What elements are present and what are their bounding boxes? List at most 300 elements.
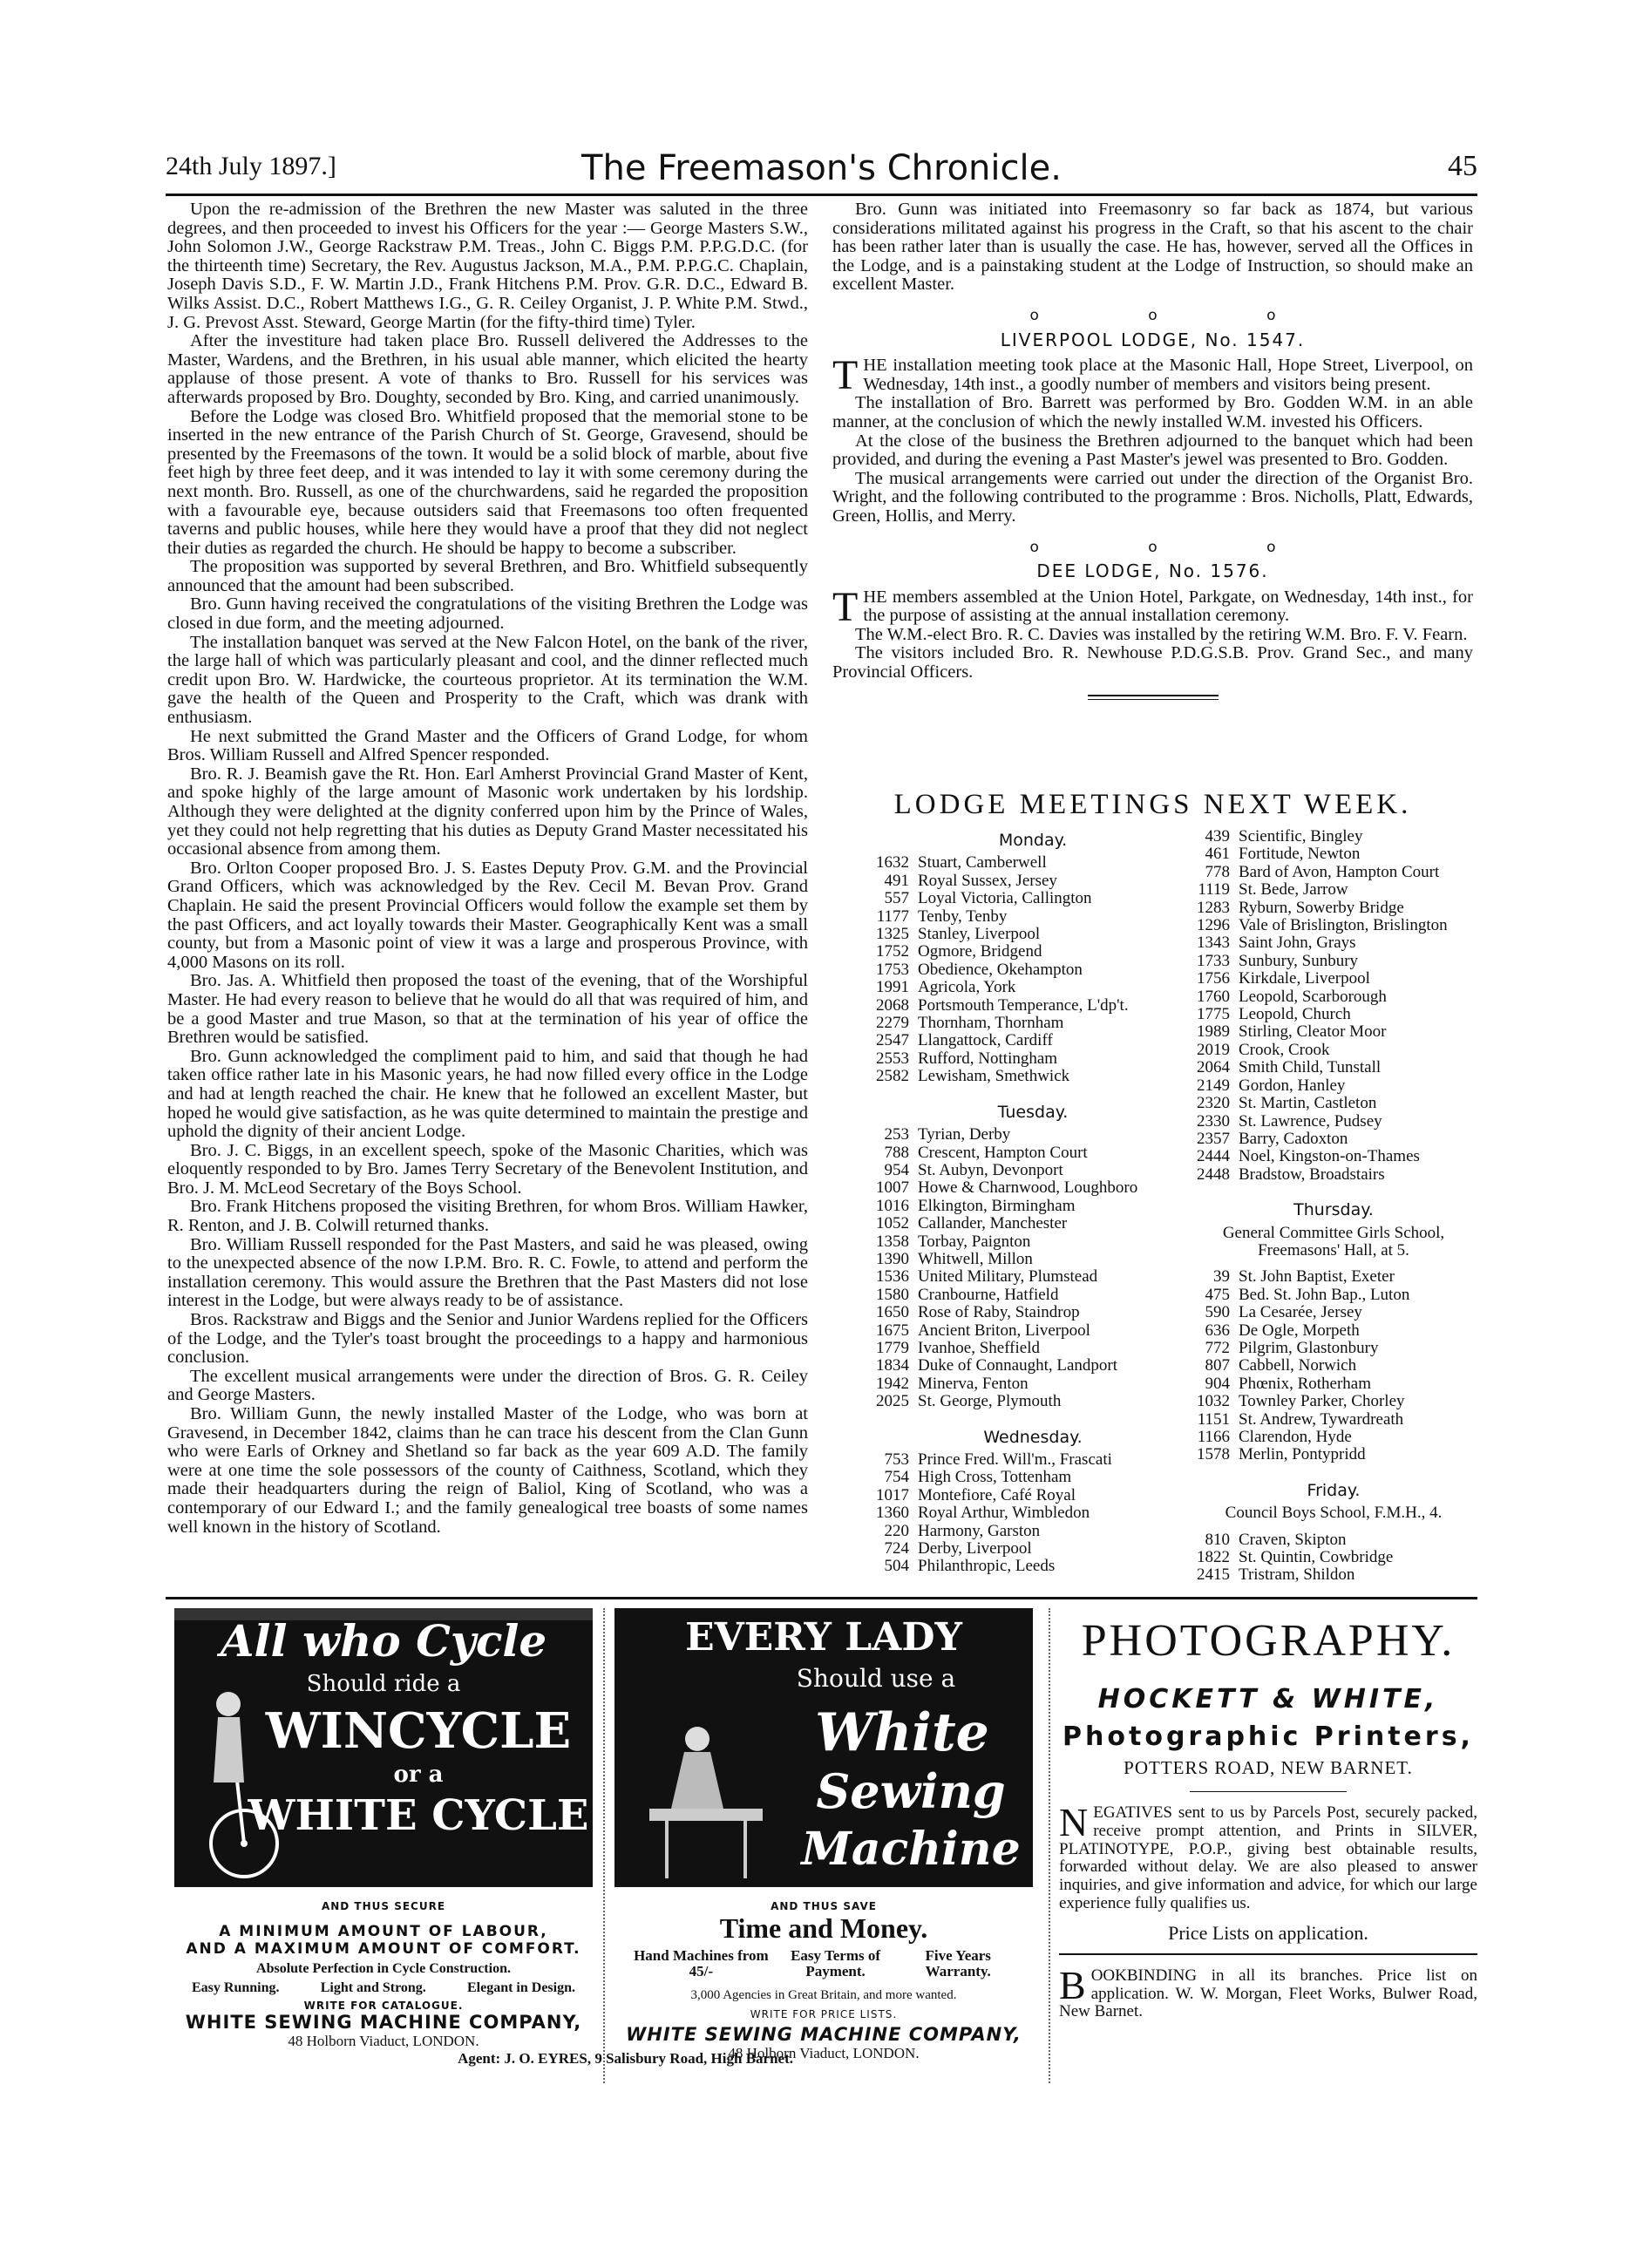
lodge-number: 788 <box>884 1143 909 1162</box>
lodge-name: St. George, Plymouth <box>918 1392 1062 1411</box>
header-title: The Freemason's Chronicle. <box>581 148 1062 188</box>
meeting-row <box>859 1558 1207 1575</box>
meeting-row <box>1190 1393 1477 1410</box>
meeting-day-heading: Wednesday. <box>983 1427 1083 1447</box>
meeting-row <box>1190 1566 1477 1584</box>
lodge-name: Philanthropic, Leeds <box>918 1557 1056 1576</box>
lodge-name: Cranbourne, Hatfield <box>918 1285 1059 1304</box>
meeting-row <box>859 1179 1207 1197</box>
sewing-company: WHITE SEWING MACHINE COMPANY, <box>626 2024 1022 2045</box>
section-divider: o o o <box>1029 538 1328 556</box>
lodge-number: 1016 <box>876 1196 909 1215</box>
lodge-number: 1017 <box>876 1485 909 1504</box>
meeting-row <box>1190 1549 1477 1566</box>
lodge-number: 2025 <box>876 1392 909 1411</box>
cycle-advert-artwork <box>174 1608 593 1887</box>
article-paragraph: The installation of Bro. Barrett was performed by Bro. Godden W.M. in an able manner, at the conclusion of which the newly installed W.M. invested his Officers. <box>832 393 1473 431</box>
lodge-number: 1753 <box>876 960 909 979</box>
lodge-name: Cabbell, Norwich <box>1239 1356 1357 1375</box>
lodge-name: Bed. St. John Bap., Luton <box>1239 1285 1410 1304</box>
meeting-day-heading: Monday. <box>998 831 1068 850</box>
lodge-number: 904 <box>1205 1374 1230 1393</box>
lodge-name: Rose of Raby, Staindrop <box>918 1303 1080 1322</box>
meeting-row <box>1190 1131 1477 1148</box>
lodge-name: Portsmouth Temperance, L'dp't. <box>918 995 1129 1015</box>
meeting-row <box>1190 1077 1477 1095</box>
lodge-number: 1536 <box>876 1267 909 1287</box>
lodge-name: Howe & Charnwood, Loughboro <box>918 1178 1138 1198</box>
meeting-row <box>1190 1059 1477 1076</box>
meeting-row <box>859 943 1207 961</box>
meeting-row <box>859 926 1207 943</box>
lodge-name: Royal Arthur, Wimbledon <box>918 1504 1090 1523</box>
cycle-features <box>166 1977 601 2000</box>
cycle-perfection: Absolute Perfection in Cycle Construction. <box>256 1961 511 1976</box>
lodge-name: Callander, Manchester <box>918 1214 1068 1233</box>
article-paragraph: Bro. Jas. A. Whitfield then proposed the toast of the evening, that of the Worshipful Master. He had every reason to believe that he would do all that was required of him, and be a good Master and true Mason, so that at the termination of his year of office the Brethren would be satisfied. <box>167 971 808 1048</box>
meeting-row <box>859 979 1207 996</box>
meeting-row <box>1190 1287 1477 1304</box>
meeting-row <box>1190 953 1477 970</box>
header-rule <box>166 194 1477 196</box>
article-paragraph: Before the Lodge was closed Bro. Whitfield proposed that the memorial stone to be inserted in the new entrance of the Parish Church of St. George, Gravesend, should be presented by the Freemasons of the town. It would be a solid block of marble, about five feet high by three feet deep, and it was intended to lay it with some ceremony during the next month. Bro. Russell, as one of the churchwardens, said he regarded the proposition with a favourable eye, because outsiders said that Freemasons too often frequented taverns and public houses, while here they would have a proof that they did not neglect their duties as regarded the church. He should be happy to become a subscriber. <box>167 406 808 558</box>
lodge-name: Montefiore, Café Royal <box>918 1485 1076 1504</box>
lodge-name: Saint John, Grays <box>1239 934 1356 953</box>
lodge-name: Elkington, Birmingham <box>918 1196 1076 1215</box>
lodge-name: St. Lawrence, Pudsey <box>1239 1111 1382 1131</box>
meeting-row <box>1190 1446 1477 1463</box>
cycle-advert-line4: or a <box>393 1762 444 1788</box>
meeting-day-heading: Friday. <box>1307 1480 1361 1500</box>
lodge-name: Crescent, Hampton Court <box>918 1143 1088 1162</box>
photography-rule <box>1059 1953 1477 1955</box>
lodge-name: Leopold, Scarborough <box>1239 987 1387 1006</box>
lodge-name: Ivanhoe, Sheffield <box>918 1338 1040 1357</box>
meeting-row <box>859 961 1207 979</box>
article-paragraph: THE members assembled at the Union Hotel, Parkgate, on Wednesday, 14th inst., for the purpose of assisting at the annual installation ceremony. <box>832 583 1473 630</box>
sewing-advert-line1: EVERY LADY <box>685 1615 962 1660</box>
sewing-advert-body <box>606 1891 1042 2062</box>
sewing-advert-line3: White <box>815 1702 989 1763</box>
lodge-number: 2330 <box>1197 1111 1230 1131</box>
lodge-number: 807 <box>1205 1356 1230 1375</box>
lodge-name: Crook, Crook <box>1239 1040 1330 1059</box>
sewing-agencies: 3,000 Agencies in Great Britain, and more wanted. <box>690 1988 957 2002</box>
article-paragraph: Bro. William Russell responded for the Past Masters, and said he was pleased, owing to the unexpected absence of the now I.P.M. Bro. R. C. Fowle, to attend and perform the installation ceremony. This would assure the Brethren that the Past Masters did not lose interest in the Lodge, but were always ready to be of assistance. <box>167 1234 808 1311</box>
lodge-number: 1650 <box>876 1303 909 1322</box>
sewing-address: 48 Holborn Viaduct, LONDON. <box>728 2045 920 2061</box>
meeting-row <box>1190 1148 1477 1165</box>
sewing-advert-line4: Sewing <box>816 1763 1006 1819</box>
article-paragraph: Bro. Gunn having received the congratulations of the visiting Brethren the Lodge was closed in due form, and the meeting adjourned. <box>167 594 808 634</box>
lodge-number: 2357 <box>1197 1129 1230 1148</box>
lodge-number: 778 <box>1205 862 1230 881</box>
meeting-row <box>859 1357 1207 1375</box>
lodge-name: Derby, Liverpool <box>918 1539 1032 1558</box>
lodge-name: Craven, Skipton <box>1239 1530 1347 1549</box>
meeting-row <box>859 1469 1207 1486</box>
sewing-and-thus: AND THUS SAVE <box>771 1900 877 1912</box>
lodge-number: 1283 <box>1197 898 1230 917</box>
meeting-row <box>859 1504 1207 1522</box>
lodge-number: 2149 <box>1197 1076 1230 1095</box>
lodge-name: Noel, Kingston-on-Thames <box>1239 1147 1420 1166</box>
lodge-number: 810 <box>1205 1530 1230 1549</box>
cycle-feature: Elegant in Design. <box>466 1980 575 1995</box>
sewing-advert <box>606 1608 1042 2083</box>
cycle-agent: Agent: J. O. EYRES, 9 Salisbury Road, High Barnet. <box>458 2050 793 2067</box>
lodge-number: 1580 <box>876 1285 909 1304</box>
photography-advert <box>1059 1608 1477 2021</box>
drop-cap: T <box>832 583 859 630</box>
lodge-name: Merlin, Pontypridd <box>1239 1445 1366 1464</box>
meeting-row <box>859 1215 1207 1232</box>
meeting-day-heading: Tuesday. <box>997 1102 1069 1122</box>
meeting-row <box>1190 917 1477 934</box>
lodge-number: 2444 <box>1197 1147 1230 1166</box>
lodge-number: 1775 <box>1197 1005 1230 1024</box>
lodge-number: 2415 <box>1197 1565 1230 1585</box>
article-paragraph: The musical arrangements were carried out under the direction of the Organist Bro. Wright, and the following contributed to the programme : Bros. Nicholls, Platt, Edwards, Green, Hollis, and Merry. <box>832 468 1473 526</box>
sewing-feature: Easy Terms of Payment. <box>791 1947 881 1979</box>
meeting-row <box>859 1451 1207 1469</box>
lodge-number: 2068 <box>876 995 909 1015</box>
lodge-number: 2553 <box>876 1049 909 1068</box>
lodge-number: 1360 <box>876 1504 909 1523</box>
lodge-name: Stanley, Liverpool <box>918 925 1041 944</box>
lodge-number: 1756 <box>1197 969 1230 988</box>
lodge-number: 1989 <box>1197 1022 1230 1042</box>
lodge-number: 557 <box>884 889 909 908</box>
lodge-name: High Cross, Tottenham <box>918 1468 1072 1487</box>
meeting-row <box>1190 1322 1477 1340</box>
meeting-row <box>859 1068 1207 1085</box>
meeting-row <box>859 1251 1207 1268</box>
cycle-advert-line2: Should ride a <box>306 1671 461 1697</box>
lodge-name: Agricola, York <box>918 978 1016 997</box>
article-paragraph: Bro. Gunn acknowledged the compliment paid to him, and said that though he had taken office rather late in his Masonic years, he had now filled every office in the Lodge and had at length reached the chair. He knew that he followed an excellent Master, but hoped he would give satisfaction, as he was quite determined to maintain the prestige and uphold the dignity of their ancient Lodge. <box>167 1046 808 1142</box>
meeting-row <box>1190 845 1477 863</box>
meeting-row <box>859 908 1207 926</box>
lodge-name: Duke of Connaught, Landport <box>918 1356 1118 1375</box>
sewing-advert-line2: Should use a <box>796 1664 956 1693</box>
lodge-name: St. Martin, Castleton <box>1239 1094 1377 1113</box>
photography-price: Price Lists on application. <box>1168 1921 1368 1944</box>
lodge-name: Harmony, Garston <box>918 1521 1041 1540</box>
meeting-row <box>859 1144 1207 1162</box>
lodge-name: Tenby, Tenby <box>918 907 1008 926</box>
meeting-row <box>1190 1006 1477 1023</box>
cycle-advert-line5: WHITE CYCLE <box>248 1791 589 1840</box>
meeting-row <box>859 1015 1207 1032</box>
photography-trade: Photographic Printers, <box>1063 1721 1474 1752</box>
page-header <box>166 148 1477 190</box>
lodge-number: 954 <box>884 1160 909 1179</box>
lodge-number: 461 <box>1205 845 1230 864</box>
lodge-number: 753 <box>884 1450 909 1469</box>
section-divider: o o o <box>1029 306 1328 324</box>
lodge-name: Fortitude, Newton <box>1239 845 1361 864</box>
cycle-feature: Light and Strong. <box>320 1980 426 1995</box>
left-column <box>167 200 808 1537</box>
lodge-name: Tyrian, Derby <box>918 1125 1011 1144</box>
lodge-name: Gordon, Hanley <box>1239 1076 1346 1095</box>
lodge-name: St. Quintin, Cowbridge <box>1239 1548 1394 1567</box>
lodge-number: 1296 <box>1197 916 1230 935</box>
lodge-number: 220 <box>884 1521 909 1540</box>
sewing-advert-line5: Machine <box>801 1823 1021 1876</box>
meeting-row <box>859 1375 1207 1393</box>
meeting-row <box>1190 828 1477 845</box>
meeting-row <box>1190 1268 1477 1286</box>
lodge-name: Prince Fred. Will'm., Frascati <box>918 1450 1112 1469</box>
lodge-number: 1358 <box>876 1232 909 1251</box>
meeting-row <box>1190 988 1477 1006</box>
drop-cap: B <box>1059 1962 1086 2007</box>
meeting-row <box>1190 1375 1477 1393</box>
advert-rule <box>166 1597 1477 1599</box>
lodge-number: 1752 <box>876 942 909 961</box>
cycle-minimum: A MINIMUM AMOUNT OF LABOUR, <box>219 1923 548 1940</box>
sewing-features <box>606 1945 1042 1983</box>
lodge-number: 1325 <box>876 925 909 944</box>
sewing-advert-artwork <box>614 1608 1033 1887</box>
lodge-name: Tristram, Shildon <box>1239 1565 1355 1585</box>
cycle-advert-line1: All who Cycle <box>220 1615 547 1667</box>
article-paragraph: The visitors included Bro. R. Newhouse P.D.G.S.B. Prov. Grand Sec., and many Provincial Officers. <box>832 643 1473 682</box>
lodge-number: 2019 <box>1197 1040 1230 1059</box>
photography-address: POTTERS ROAD, NEW BARNET. <box>1124 1757 1413 1778</box>
drop-cap: N <box>1059 1800 1089 1844</box>
meeting-row <box>859 890 1207 907</box>
lodge-name: Pilgrim, Glastonbury <box>1239 1338 1379 1357</box>
meeting-row <box>859 1268 1207 1286</box>
meeting-row <box>859 1393 1207 1410</box>
meeting-row <box>1190 1357 1477 1375</box>
article-paragraph: The W.M.-elect Bro. R. C. Davies was installed by the retiring W.M. Bro. F. V. Fearn. <box>855 624 1468 644</box>
article-paragraph: Bros. Rackstraw and Biggs and the Senior and Junior Wardens replied for the Officers of the Lodge, and the Tyler's toast brought the proceedings to a happy and harmonious conclusion. <box>167 1310 808 1368</box>
lodge-meetings-title: LODGE MEETINGS NEXT WEEK. <box>893 789 1412 820</box>
cycle-and-thus: AND THUS SECURE <box>321 1900 446 1912</box>
lodge-name: Thornham, Thornham <box>918 1014 1064 1033</box>
photography-rule <box>1190 1791 1347 1792</box>
lodge-name: Bard of Avon, Hampton Court <box>1239 862 1440 881</box>
meeting-row <box>859 1523 1207 1540</box>
lodge-name: La Cesarée, Jersey <box>1239 1303 1362 1322</box>
lodge-name: St. John Baptist, Exeter <box>1239 1267 1395 1287</box>
lodge-number: 1177 <box>876 907 909 926</box>
article-paragraph: Bro. Orlton Cooper proposed Bro. J. S. Eastes Deputy Prov. G.M. and the Provincial Grand Officers, which was acknowledged by the Rev. Cecil M. Bevan Prov. Grand Chaplain. He said the present Provincial Officers would follow the example set them by the past Officers, and act loyally towards their Master. Geographically Kent was a small county, but from a Masonic point of view it was a large and prosperous Province, with 4,000 Masons on its roll. <box>167 858 808 972</box>
meeting-row <box>1190 864 1477 881</box>
lodge-name: Rufford, Nottingham <box>918 1049 1058 1068</box>
header-date: 24th July 1897.] <box>166 152 336 180</box>
lodge-number: 439 <box>1205 827 1230 845</box>
article-paragraph: Upon the re-admission of the Brethren the new Master was saluted in the three degrees, and then proceeded to invest his Officers for the year :— George Masters S.W., John Solomon J.W., George Rackstraw P.M. Treas., John C. Biggs P.M. P.P.G.D.C. (for the thirteenth time) Secretary, the Rev. Augustus Jackson, M.A., P.M. P.P.G.C. Chaplain, Joseph Davis S.D., F. W. Martin J.D., Frank Hitchens P.M. Prov. G.R. D.C., Edward B. Wilks Assist. D.C., Robert Matthews I.G., G. R. Ceiley Organist, J. P. White P.M. Stwd., J. G. Prevost Asst. Steward, George Martin (for the fifty-third time) Tyler. <box>167 200 808 332</box>
photography-body: NEGATIVES sent to us by Parcels Post, securely packed, receive prompt attention, and Prints in SILVER, PLATINOTYPE, P.O.P., giving best obtainable results, forwarded without delay. We are also pleased to answer inquiries, and give information and advice, for which our large experience fully qualifies us. <box>1059 1800 1477 1912</box>
lodge-number: 2582 <box>876 1067 909 1086</box>
lodge-name: St. Bede, Jarrow <box>1239 880 1348 900</box>
lodge-number: 253 <box>884 1125 909 1144</box>
meeting-row <box>1190 1531 1477 1549</box>
lodge-name: Phœnix, Rotherham <box>1239 1374 1371 1393</box>
meeting-row <box>859 1050 1207 1068</box>
article-paragraph: Bro. R. J. Beamish gave the Rt. Hon. Earl Amherst Provincial Grand Master of Kent, and spoke highly of the large amount of Masonic work undertaken by his lordship. Although they were delighted at the dignity conferred upon him by the Prince of Wales, yet they could not help regretting that his duties as Deputy Grand Master necessitated his occasional absence from among them. <box>167 764 808 859</box>
lodge-number: 724 <box>884 1539 909 1558</box>
meeting-row <box>1190 881 1477 899</box>
lodge-number: 1991 <box>876 978 909 997</box>
header-page-number: 45 <box>1448 150 1477 182</box>
lodge-number: 1151 <box>1197 1409 1230 1429</box>
article-paragraph: Bro. J. C. Biggs, in an excellent speech, spoke of the Masonic Charities, which was eloquently responded to by Bro. James Terry Secretary of the Benevolent Institution, and Bro. J. M. McLeod Secretary of the Boys School. <box>167 1140 808 1198</box>
meeting-row <box>859 1487 1207 1504</box>
article-paragraph: THE installation meeting took place at the Masonic Hall, Hope Street, Liverpool, on Wednesday, 14th inst., a goodly number of members and visitors being present. <box>832 352 1473 399</box>
lodge-name: Bradstow, Broadstairs <box>1239 1165 1385 1184</box>
meetings-right-list <box>1190 828 1477 1585</box>
meeting-row <box>1190 1340 1477 1357</box>
lodge-number: 1119 <box>1198 880 1230 900</box>
lodge-number: 1578 <box>1197 1445 1230 1464</box>
meeting-row <box>1190 970 1477 988</box>
meeting-row <box>1190 1113 1477 1131</box>
article-paragraph: The proposition was supported by several Brethren, and Bro. Whitfield subsequently announced that the amount had been subscribed. <box>167 557 808 595</box>
lodge-name: Townley Parker, Chorley <box>1239 1392 1405 1411</box>
meeting-row <box>859 1162 1207 1179</box>
lodge-number: 754 <box>884 1468 909 1487</box>
lodge-name: Ancient Briton, Liverpool <box>918 1321 1090 1340</box>
right-column <box>832 200 1473 700</box>
lodge-name: Loyal Victoria, Callington <box>918 889 1092 908</box>
lodge-name: Ryburn, Sowerby Bridge <box>1239 898 1404 917</box>
meeting-row <box>859 1287 1207 1304</box>
dee-lodge-heading: DEE LODGE, No. 1576. <box>1036 560 1269 582</box>
sewing-time-money: Time and Money. <box>719 1912 928 1944</box>
cycle-address: 48 Holborn Viaduct, LONDON. <box>288 2033 479 2049</box>
article-paragraph: He next submitted the Grand Master and the Officers of Grand Lodge, for whom Bros. William Russell and Alfred Spencer responded. <box>167 726 808 765</box>
liverpool-lodge-heading: LIVERPOOL LODGE, No. 1547. <box>1000 329 1306 350</box>
lodge-number: 1942 <box>876 1374 909 1393</box>
lodge-name: Lewisham, Smethwick <box>918 1067 1070 1086</box>
article-paragraph: Bro. Gunn was initiated into Freemasonry so far back as 1874, but various considerations militated against his progress in the Craft, so that his ascent to the chair has been rather later than is usually the case. He has, however, served all the Offices in the Lodge, and is a painstaking student at the Lodge of Instruction, so should make an excellent Master. <box>832 200 1473 295</box>
lodge-number: 1390 <box>876 1249 909 1268</box>
lodge-number: 491 <box>884 871 909 890</box>
meeting-row <box>1190 1429 1477 1446</box>
advert-separator <box>1049 1608 1050 2083</box>
lodge-name: Stirling, Cleator Moor <box>1239 1022 1387 1042</box>
lodge-name: Llangattock, Cardiff <box>918 1031 1053 1050</box>
photography-firm: HOCKETT & WHITE, <box>1097 1684 1439 1715</box>
meeting-day-heading: Thursday. <box>1293 1200 1374 1220</box>
lodge-number: 2547 <box>876 1031 909 1050</box>
lodge-number: 1779 <box>876 1338 909 1357</box>
meeting-row <box>1190 934 1477 952</box>
lodge-number: 504 <box>884 1557 909 1576</box>
lodge-name: Obedience, Okehampton <box>918 960 1083 979</box>
lodge-number: 2320 <box>1197 1094 1230 1113</box>
bookbinding-notice: BOOKBINDING in all its branches. Price list on application. W. W. Morgan, Fleet Works, Bulwer Road, New Barnet. <box>1059 1962 1477 2021</box>
lodge-name: Whitwell, Millon <box>918 1249 1033 1268</box>
meeting-row <box>859 873 1207 890</box>
lodge-name: Torbay, Paignton <box>918 1232 1031 1251</box>
article-paragraph: Bro. William Gunn, the newly installed Master of the Lodge, who was born at Gravesend, in December 1842, claims than he can trace his descent from the Clan Gunn who were Earls of Orkney and Shetland so far back as the year 609 A.D. The family were at one time the sole possessors of the county of Caithness, Scotland, which they made their headquarters during the reign of Baliol, King of Scotland, who was a contemporary of our Edward I.; and the family genealogical tree boasts of some names well known in the history of Scotland. <box>167 1404 808 1537</box>
meeting-row <box>859 854 1207 872</box>
meeting-row <box>859 1233 1207 1251</box>
lodge-number: 39 <box>1213 1267 1230 1287</box>
lodge-number: 1834 <box>876 1356 909 1375</box>
lodge-number: 2279 <box>876 1014 909 1033</box>
lodge-number: 1007 <box>876 1178 909 1198</box>
lodge-name: St. Aubyn, Devonport <box>918 1160 1063 1179</box>
lodge-name: St. Andrew, Tywardreath <box>1239 1409 1404 1429</box>
article-paragraph: Bro. Frank Hitchens proposed the visiting Brethren, for whom Bros. William Hawker, R. Renton, and J. B. Colwill returned thanks. <box>167 1197 808 1236</box>
meeting-note: General Committee Girls School, Freemasons' Hall, at 5. <box>1222 1223 1445 1260</box>
meeting-row <box>1190 1304 1477 1321</box>
sewing-feature: Five Years Warranty. <box>925 1947 991 1979</box>
drop-cap: T <box>832 352 859 399</box>
meeting-note: Council Boys School, F.M.H., 4. <box>1225 1504 1443 1523</box>
lodge-name: Smith Child, Tunstall <box>1239 1058 1382 1077</box>
cycle-feature: Easy Running. <box>192 1980 280 1995</box>
lodge-name: De Ogle, Morpeth <box>1239 1321 1360 1340</box>
meeting-row <box>859 997 1207 1015</box>
lodge-name: Minerva, Fenton <box>918 1374 1029 1393</box>
meeting-row <box>1190 900 1477 917</box>
meeting-row <box>859 1340 1207 1357</box>
meeting-row <box>1190 1042 1477 1059</box>
lodge-number: 1632 <box>876 853 909 873</box>
photography-title: PHOTOGRAPHY. <box>1081 1616 1456 1666</box>
cycle-advert-line3: WINCYCLE <box>265 1702 572 1760</box>
lodge-number: 475 <box>1205 1285 1230 1304</box>
lodge-number: 1822 <box>1197 1548 1230 1567</box>
lodge-number: 2448 <box>1197 1165 1230 1184</box>
article-paragraph: At the close of the business the Brethren adjourned to the banquet which had been provided, and during the evening a Past Master's jewel was presented to Bro. Godden. <box>832 431 1473 470</box>
meeting-row <box>859 1322 1207 1340</box>
meeting-row <box>859 1540 1207 1558</box>
lodge-number: 1733 <box>1197 951 1230 970</box>
lodge-number: 1760 <box>1197 987 1230 1006</box>
lodge-number: 1166 <box>1197 1428 1230 1446</box>
lodge-name: Ogmore, Bridgend <box>918 942 1042 961</box>
meeting-row <box>859 1198 1207 1215</box>
lodge-name: Vale of Brislington, Brislington <box>1239 916 1448 935</box>
lodge-name: Leopold, Church <box>1239 1005 1351 1024</box>
meeting-row <box>1190 1023 1477 1041</box>
lodge-name: Royal Sussex, Jersey <box>918 871 1057 890</box>
advert-separator <box>603 1608 605 2083</box>
lodge-name: Sunbury, Sunbury <box>1239 951 1359 970</box>
lodge-name: Barry, Cadoxton <box>1239 1129 1348 1148</box>
lodge-number: 1675 <box>876 1321 909 1340</box>
lodge-number: 772 <box>1205 1338 1230 1357</box>
meeting-row <box>859 1126 1207 1144</box>
section-rule <box>1088 695 1219 700</box>
lodge-number: 636 <box>1205 1321 1230 1340</box>
sewing-write: WRITE FOR PRICE LISTS. <box>750 2008 898 2020</box>
cycle-write: WRITE FOR CATALOGUE. <box>303 2000 464 2012</box>
lodge-number: 2064 <box>1197 1058 1230 1077</box>
meeting-row <box>1190 1166 1477 1184</box>
lodge-number: 1343 <box>1197 934 1230 953</box>
article-paragraph: After the investiture had taken place Bro. Russell delivered the Addresses to the Master, Wardens, and the Brethren, in his usual able manner, which elicited the hearty applause of those present. A vote of thanks to Bro. Russell for his services was afterwards proposed by Bro. Doughty, seconded by Bro. King, and carried unanimously. <box>167 331 808 407</box>
article-paragraph: The installation banquet was served at the New Falcon Hotel, on the bank of the river, the large hall of which was particularly pleasant and cool, and the dinner reflected much credit upon Bro. W. Hardwicke, the courteous proprietor. At its termination the W.M. gave the health of the Queen and Prosperity to the Craft, which was drank with enthusiasm. <box>167 632 808 728</box>
lodge-number: 1032 <box>1197 1392 1230 1411</box>
lodge-name: Scientific, Bingley <box>1239 827 1363 845</box>
lodge-name: Kirkdale, Liverpool <box>1239 969 1370 988</box>
lodge-number: 1052 <box>876 1214 909 1233</box>
lodge-name: Stuart, Camberwell <box>918 853 1047 873</box>
cycle-company: WHITE SEWING MACHINE COMPANY, <box>185 2012 582 2033</box>
meeting-row <box>859 1304 1207 1321</box>
